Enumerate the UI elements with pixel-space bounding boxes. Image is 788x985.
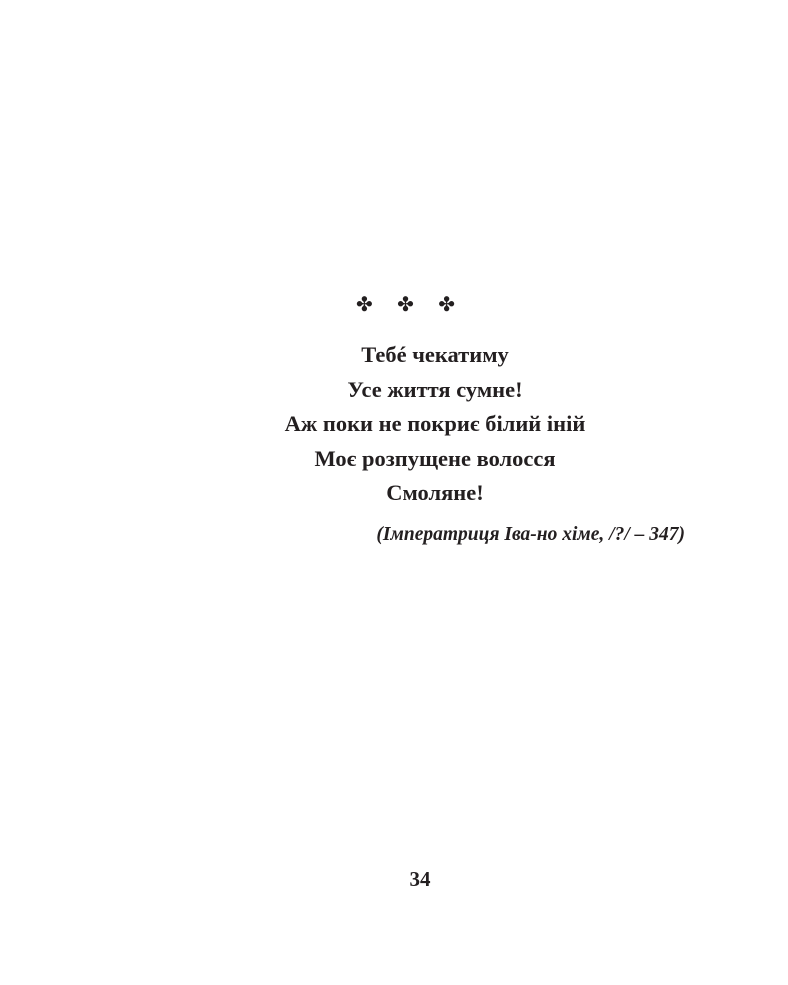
page-number: 34	[409, 867, 431, 891]
poem-line: Усе життя сумне!	[347, 376, 523, 402]
poem-line: Моє розпущене волосся	[314, 445, 556, 471]
poem-line: Смоляне!	[386, 480, 484, 505]
section-ornament: ✤ ✤ ✤	[356, 292, 464, 316]
poem-line: Тебé чекатиму	[361, 342, 509, 367]
poem	[0, 338, 788, 511]
poem-line: Аж поки не покриє білий іній	[284, 411, 586, 436]
poem-attribution: (Імператриця Іва-но хіме, /?/ – 347)	[376, 524, 685, 545]
